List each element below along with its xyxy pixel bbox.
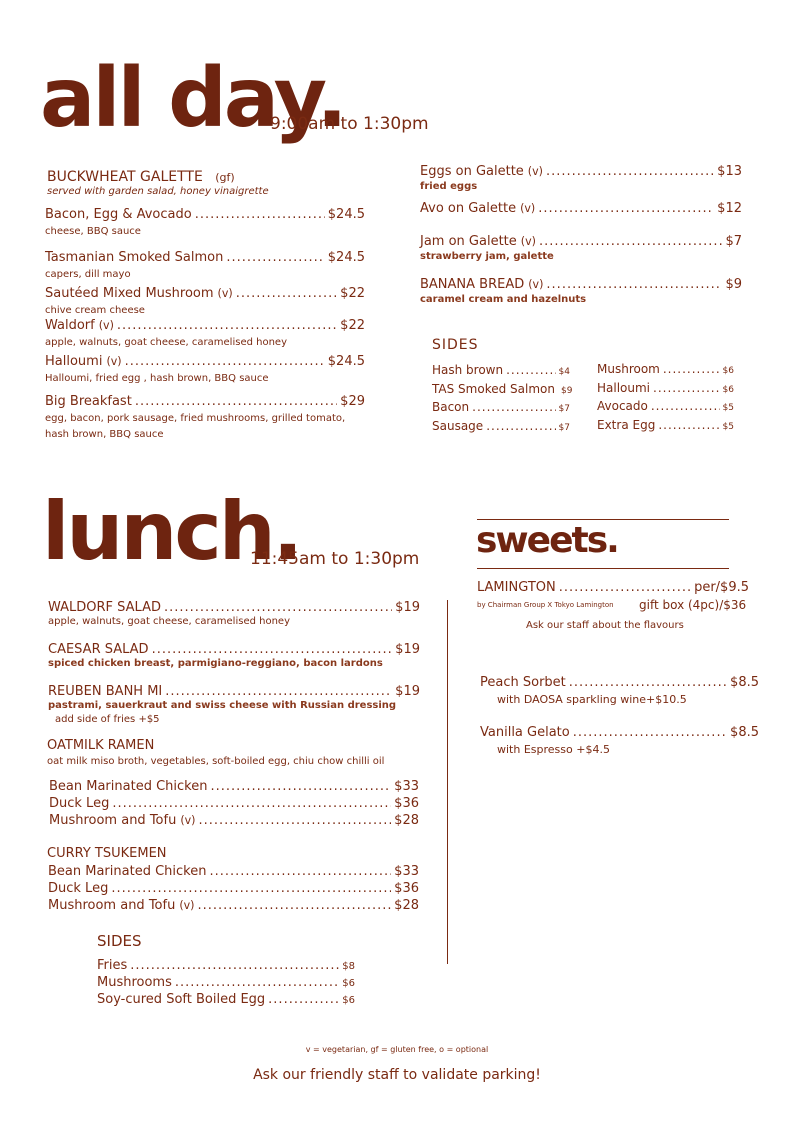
lunch-side-price: $6 xyxy=(342,978,355,989)
all-day-item-price: $22 xyxy=(340,286,365,301)
all-day-side xyxy=(432,400,570,414)
all-day-item-price: $22 xyxy=(340,318,365,333)
all-day-side-leader xyxy=(506,363,555,377)
lunch-side xyxy=(97,992,355,1007)
all-day-side-leader xyxy=(486,419,555,433)
lunch-item-leader xyxy=(165,684,392,699)
all-day-item-leader xyxy=(117,318,337,333)
all-day-side xyxy=(432,363,570,377)
all-day-item xyxy=(45,394,365,409)
lamington-by: by Chairman Group X Tokyo Lamington xyxy=(477,601,614,609)
sweets-item-price: $8.5 xyxy=(730,725,759,740)
ramen-option-price: $36 xyxy=(394,796,419,811)
lunch-side xyxy=(97,975,355,990)
all-day-item-leader xyxy=(546,164,714,179)
lunch-item-desc: spiced chicken breast, parmigiano-reggiano, bacon lardons xyxy=(48,658,383,669)
tsukemen-option-name: Mushroom and Tofu xyxy=(48,898,176,913)
all-day-item-price: $12 xyxy=(717,201,742,216)
tsukemen-option-name: Duck Leg xyxy=(48,881,109,896)
all-day-item-desc: fried eggs xyxy=(420,181,478,192)
lunch-item-leader xyxy=(164,600,392,615)
lamington-row xyxy=(477,580,749,595)
all-day-item-leader xyxy=(546,277,722,292)
lamington-name: LAMINGTON xyxy=(477,580,556,595)
tsukemen-option-name: Bean Marinated Chicken xyxy=(48,864,207,879)
lunch-side-name: Fries xyxy=(97,958,128,973)
tsukemen-option xyxy=(48,864,419,879)
ramen-heading: OATMILK RAMEN xyxy=(47,738,155,753)
ramen-option-leader xyxy=(112,796,391,811)
all-day-side xyxy=(597,418,734,432)
all-day-title-dot: . xyxy=(316,51,345,146)
dietary-legend: v = vegetarian, gf = gluten free, o = optional xyxy=(305,1045,489,1054)
all-day-item xyxy=(45,286,365,301)
lunch-item-desc: pastrami, sauerkraut and swiss cheese with Russian dressing xyxy=(48,700,397,711)
all-day-item-veg-tag: (v) xyxy=(98,319,114,332)
sweets-item xyxy=(480,675,759,690)
buckwheat-heading-text: BUCKWHEAT GALETTE xyxy=(47,169,203,185)
all-day-item-name: Waldorf xyxy=(45,318,95,333)
lunch-side xyxy=(97,958,355,973)
ramen-option-veg-tag: (v) xyxy=(180,814,196,827)
lunch-item-desc: apple, walnuts, goat cheese, caramelised honey xyxy=(48,616,290,627)
all-day-item-name: Halloumi xyxy=(45,354,103,369)
tsukemen-option-price: $33 xyxy=(394,864,419,879)
all-day-item-desc: capers, dill mayo xyxy=(45,269,131,280)
all-day-item-price: $13 xyxy=(717,164,742,179)
all-day-item-desc: apple, walnuts, goat cheese, caramelised honey xyxy=(45,337,287,348)
column-divider xyxy=(447,600,448,964)
all-day-side-leader xyxy=(651,399,720,413)
all-day-item-desc: Halloumi, fried egg , hash brown, BBQ sauce xyxy=(45,373,269,384)
lunch-item-name: REUBEN BANH MI xyxy=(48,684,163,699)
all-day-side-price: $5 xyxy=(722,403,734,413)
all-day-item-desc: chive cream cheese xyxy=(45,305,145,316)
all-day-item xyxy=(420,164,742,179)
all-day-side-price: $9 xyxy=(560,385,573,396)
ramen-option xyxy=(49,813,419,828)
all-day-item-name: Big Breakfast xyxy=(45,394,132,409)
all-day-item-name: BANANA BREAD xyxy=(420,277,525,292)
all-day-item xyxy=(45,250,365,265)
all-day-item-price: $29 xyxy=(340,394,365,409)
all-day-side xyxy=(597,362,734,376)
all-day-item-veg-tag: (v) xyxy=(527,165,543,178)
all-day-item-leader xyxy=(226,250,324,265)
buckwheat-desc: served with garden salad, honey vinaigrette xyxy=(47,186,269,197)
all-day-item-name: Eggs on Galette xyxy=(420,164,524,179)
all-day-side-name: Halloumi xyxy=(597,380,651,395)
all-day-item-veg-tag: (v) xyxy=(217,287,233,300)
all-day-item xyxy=(420,201,742,216)
lamington-gift: gift box (4pc)/$36 xyxy=(639,598,747,612)
all-day-side-name: Avocado xyxy=(597,399,648,413)
all-day-item-desc: hash brown, BBQ sauce xyxy=(45,429,164,440)
all-day-item-price: $9 xyxy=(725,277,742,292)
all-day-side-price: $4 xyxy=(558,367,570,377)
lunch-sides-heading: SIDES xyxy=(97,932,142,950)
all-day-side xyxy=(432,419,570,433)
all-day-item-veg-tag: (v) xyxy=(520,202,536,215)
all-day-item-desc: cheese, BBQ sauce xyxy=(45,226,141,237)
all-day-side-price: $7 xyxy=(558,422,570,433)
all-day-item-price: $7 xyxy=(725,234,742,249)
all-day-side-name: Hash brown xyxy=(432,363,504,377)
lunch-item-name: CAESAR SALAD xyxy=(48,642,149,657)
lunch-hours: 11:45am to 1:30pm xyxy=(250,549,420,569)
lunch-item-price: $19 xyxy=(395,642,420,657)
all-day-item-veg-tag: (v) xyxy=(106,355,122,368)
all-day-item-leader xyxy=(135,394,337,409)
lunch-item xyxy=(48,642,420,657)
all-day-item-price: $24.5 xyxy=(327,207,365,222)
all-day-item-price: $24.5 xyxy=(327,250,365,265)
all-day-side-leader xyxy=(472,400,555,414)
lunch-item xyxy=(48,684,420,699)
all-day-item-veg-tag: (v) xyxy=(528,278,544,291)
all-day-side-name: Sausage xyxy=(432,418,484,433)
all-day-item-name: Avo on Galette xyxy=(420,201,517,216)
lunch-side-name: Mushrooms xyxy=(97,975,172,990)
all-day-item-leader xyxy=(236,286,337,301)
ramen-option-leader xyxy=(199,813,392,828)
lunch-item-extra: add side of fries +$5 xyxy=(55,714,160,725)
all-day-item-leader xyxy=(195,207,325,222)
lunch-item-price: $19 xyxy=(395,684,420,699)
tsukemen-option-price: $36 xyxy=(394,881,419,896)
all-day-side-name: TAS Smoked Salmon xyxy=(432,381,555,396)
all-day-item-desc: strawberry jam, galette xyxy=(420,251,554,262)
ramen-option-name: Mushroom and Tofu xyxy=(49,813,177,828)
all-day-item-veg-tag: (v) xyxy=(520,235,536,248)
lamington-note: Ask our staff about the flavours xyxy=(526,620,684,631)
all-day-item-name: Bacon, Egg & Avocado xyxy=(45,207,192,222)
sweets-item-leader xyxy=(573,725,727,740)
tsukemen-option-leader xyxy=(111,881,391,896)
lunch-side-name: Soy-cured Soft Boiled Egg xyxy=(97,992,266,1007)
all-day-side-leader xyxy=(653,381,720,395)
tsukemen-heading: CURRY TSUKEMEN xyxy=(47,846,167,861)
all-day-side-price: $6 xyxy=(722,366,734,376)
lamington-leader xyxy=(559,580,691,595)
all-day-item xyxy=(45,318,365,333)
lamington-price: per/$9.5 xyxy=(694,580,749,595)
lunch-item-price: $19 xyxy=(395,600,420,615)
all-day-side xyxy=(432,381,573,396)
all-day-sides-heading: SIDES xyxy=(432,337,479,353)
all-day-side-price: $7 xyxy=(558,404,570,414)
all-day-item-leader xyxy=(125,354,325,369)
tsukemen-option-price: $28 xyxy=(394,898,419,913)
tsukemen-option xyxy=(48,881,419,896)
all-day-item-price: $24.5 xyxy=(327,354,365,369)
parking-note: Ask our friendly staff to validate parking! xyxy=(253,1067,541,1083)
all-day-item-leader xyxy=(539,234,723,249)
sweets-bottom-rule xyxy=(477,568,729,569)
all-day-item-desc: caramel cream and hazelnuts xyxy=(420,294,587,305)
lunch-item xyxy=(48,600,420,615)
lunch-side-leader xyxy=(175,975,339,990)
ramen-desc: oat milk miso broth, vegetables, soft-boiled egg, chiu chow chilli oil xyxy=(47,756,385,767)
buckwheat-heading xyxy=(47,169,235,185)
all-day-item xyxy=(45,207,365,222)
all-day-item-desc: egg, bacon, pork sausage, fried mushrooms, grilled tomato, xyxy=(45,413,346,424)
all-day-side-name: Bacon xyxy=(432,400,470,414)
lunch-title-text: lunch xyxy=(42,485,273,578)
all-day-item xyxy=(45,354,365,369)
lunch-item-name: WALDORF SALAD xyxy=(48,600,161,615)
lunch-side-price: $8 xyxy=(342,961,355,972)
all-day-side-name: Mushroom xyxy=(597,362,660,376)
sweets-item-desc: with Espresso +$4.5 xyxy=(497,743,610,756)
all-day-item xyxy=(420,234,742,249)
all-day-item-name: Sautéed Mixed Mushroom xyxy=(45,286,214,301)
ramen-option-name: Bean Marinated Chicken xyxy=(49,779,208,794)
all-day-side-leader xyxy=(663,362,720,376)
ramen-option-leader xyxy=(210,779,391,794)
all-day-item-leader xyxy=(538,201,714,216)
ramen-option-price: $33 xyxy=(394,779,419,794)
all-day-hours: 9:00am to 1:30pm xyxy=(270,114,429,134)
lunch-title-dot: . xyxy=(272,485,301,578)
sweets-item-price: $8.5 xyxy=(730,675,759,690)
sweets-item xyxy=(480,725,759,740)
all-day-item-name: Tasmanian Smoked Salmon xyxy=(45,250,224,265)
all-day-side-price: $6 xyxy=(722,384,734,395)
all-day-side-name: Extra Egg xyxy=(597,417,656,432)
lunch-side-leader xyxy=(268,992,339,1007)
lunch-side-price: $6 xyxy=(342,995,355,1006)
sweets-item-name: Vanilla Gelato xyxy=(480,725,570,740)
ramen-option-price: $28 xyxy=(394,813,419,828)
lunch-item-leader xyxy=(152,642,393,657)
all-day-side-leader xyxy=(658,418,719,432)
all-day-item-name: Jam on Galette xyxy=(420,234,517,249)
sweets-item-desc: with DAOSA sparkling wine+$10.5 xyxy=(497,693,687,706)
tsukemen-option xyxy=(48,898,419,913)
lunch-side-leader xyxy=(130,958,339,973)
ramen-option-name: Duck Leg xyxy=(49,796,110,811)
buckwheat-tag: (gf) xyxy=(215,171,235,184)
sweets-item-name: Peach Sorbet xyxy=(480,675,566,690)
tsukemen-option-leader xyxy=(209,864,391,879)
all-day-side xyxy=(597,381,734,395)
ramen-option xyxy=(49,779,419,794)
sweets-title: sweets. xyxy=(476,520,618,561)
tsukemen-option-veg-tag: (v) xyxy=(179,899,195,912)
tsukemen-option-leader xyxy=(198,898,392,913)
all-day-side-price: $5 xyxy=(722,421,734,432)
sweets-item-leader xyxy=(569,675,727,690)
all-day-title-text: all day xyxy=(40,51,317,146)
all-day-side xyxy=(597,399,734,413)
ramen-option xyxy=(49,796,419,811)
all-day-item xyxy=(420,277,742,292)
